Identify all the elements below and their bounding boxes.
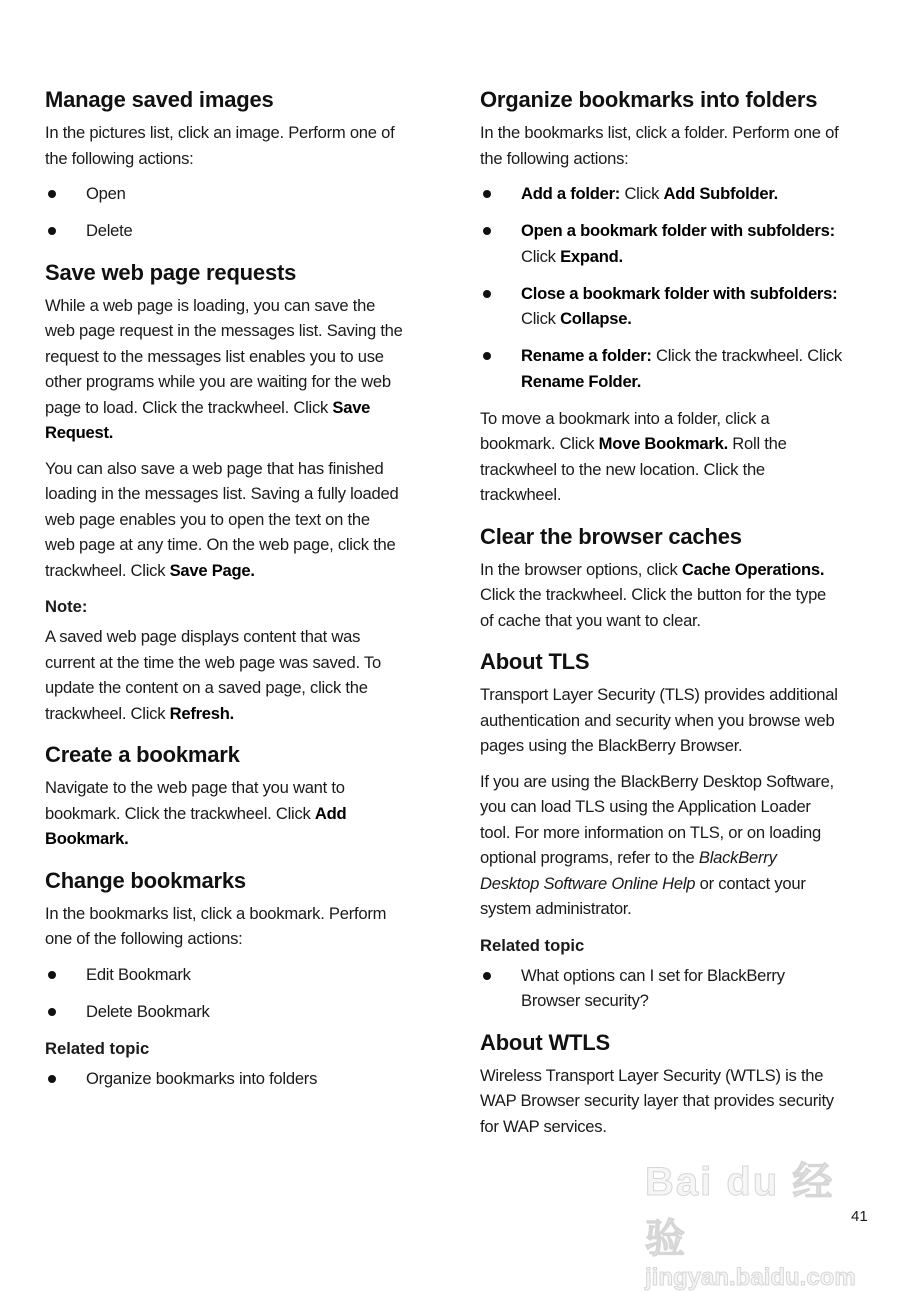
related-topic-link[interactable] bbox=[480, 963, 875, 1014]
text-line bbox=[480, 431, 875, 457]
text-line bbox=[45, 456, 445, 482]
watermark-url: jingyan.baidu.com bbox=[645, 1264, 856, 1291]
text-run: A saved web page displays content that was bbox=[45, 627, 361, 646]
text-line bbox=[480, 820, 875, 846]
text-run: In the bookmarks list, click a bookmark. Perform bbox=[45, 903, 387, 923]
ui-term: Expand. bbox=[560, 246, 623, 266]
text-line bbox=[45, 420, 445, 446]
text-line bbox=[521, 369, 875, 395]
paragraph bbox=[480, 769, 875, 922]
text-line bbox=[45, 901, 445, 927]
text-run: web page at any time. On the web page, click the bbox=[45, 535, 396, 554]
text-line bbox=[480, 1114, 875, 1140]
text-run: loading in the messages list. Saving a fully loaded bbox=[45, 484, 399, 503]
list-item bbox=[480, 281, 875, 332]
document-reference: BlackBerry bbox=[698, 848, 777, 867]
text-line bbox=[45, 558, 445, 584]
text-line bbox=[480, 608, 875, 634]
text-line bbox=[45, 650, 445, 676]
page-number: 41 bbox=[851, 1208, 868, 1225]
text-run: you can load TLS using the Application Loader bbox=[480, 797, 811, 816]
ui-term: Rename Folder. bbox=[521, 371, 642, 391]
paragraph bbox=[45, 120, 445, 171]
text-line bbox=[480, 769, 875, 795]
bullet-icon bbox=[483, 290, 491, 298]
paragraph bbox=[480, 1063, 875, 1140]
ui-term: Move Bookmark. bbox=[598, 434, 728, 453]
text-run: optional programs, refer to the bbox=[480, 848, 699, 867]
clear-browser-caches-heading: Clear the browser caches bbox=[480, 523, 742, 549]
paragraph bbox=[480, 557, 875, 634]
text-run: Click the trackwheel. Click the button for the type bbox=[480, 585, 827, 604]
text-run: Navigate to the web page that you want to bbox=[45, 778, 345, 797]
text-line bbox=[521, 181, 875, 207]
document-reference: Desktop Software Online Help bbox=[480, 873, 696, 893]
text-line bbox=[480, 871, 875, 897]
text-line bbox=[480, 482, 875, 508]
text-line bbox=[45, 624, 445, 650]
text-line bbox=[480, 896, 875, 922]
ui-term: Save bbox=[332, 397, 371, 417]
ui-term: Add a folder: bbox=[521, 184, 621, 203]
paragraph bbox=[480, 682, 875, 759]
bullet-icon bbox=[48, 190, 56, 198]
text-line bbox=[86, 962, 445, 988]
text-run: page to load. Click the trackwheel. Click bbox=[45, 397, 333, 417]
left-column bbox=[45, 85, 445, 1103]
text-line bbox=[521, 343, 875, 369]
text-run: If you are using the BlackBerry Desktop Software, bbox=[480, 771, 834, 791]
text-line bbox=[86, 181, 445, 207]
text-run: tool. For more information on TLS, or on loading bbox=[480, 822, 821, 842]
text-line bbox=[521, 963, 875, 989]
ui-term: Open a bookmark folder with subfolders: bbox=[521, 221, 835, 240]
text-line bbox=[45, 701, 445, 727]
text-line bbox=[86, 218, 445, 244]
text-line bbox=[45, 926, 445, 952]
text-run: web page request in the messages list. Saving the bbox=[45, 321, 403, 340]
create-a-bookmark-heading: Create a bookmark bbox=[45, 742, 240, 767]
text-line bbox=[45, 532, 445, 558]
bullet-icon bbox=[48, 1075, 56, 1083]
text-run: Organize bookmarks into folders bbox=[86, 1068, 318, 1088]
text-line bbox=[521, 244, 875, 270]
text-run: trackwheel. Click bbox=[45, 560, 170, 580]
save-web-page-requests-heading: Save web page requests bbox=[45, 259, 297, 285]
about-tls-heading: About TLS bbox=[480, 649, 590, 674]
text-line bbox=[45, 775, 445, 801]
text-run: web page enables you to open the text on the bbox=[45, 509, 370, 529]
text-run: Open bbox=[86, 184, 126, 203]
text-run: update the content on a saved page, click the bbox=[45, 678, 368, 697]
text-line bbox=[45, 395, 445, 421]
list-item bbox=[45, 999, 445, 1025]
list-item bbox=[480, 218, 875, 269]
text-run: What options can I set for BlackBerry bbox=[521, 965, 785, 985]
list-item bbox=[480, 181, 875, 207]
text-line bbox=[45, 481, 445, 507]
text-run: current at the time the web page was saved. To bbox=[45, 652, 381, 672]
baidu-watermark bbox=[645, 1150, 875, 1291]
list-item bbox=[45, 181, 445, 207]
text-line bbox=[45, 344, 445, 370]
text-line bbox=[86, 999, 445, 1025]
text-line bbox=[480, 406, 875, 432]
text-run: You can also save a web page that has finished bbox=[45, 458, 384, 478]
text-line bbox=[45, 120, 445, 146]
list-item bbox=[480, 343, 875, 394]
related-topic-link[interactable] bbox=[45, 1066, 445, 1092]
list-item bbox=[45, 962, 445, 988]
text-run: Roll the bbox=[727, 434, 787, 453]
paragraph bbox=[45, 624, 445, 726]
change-bookmarks-heading: Change bookmarks bbox=[45, 867, 246, 893]
text-line bbox=[45, 293, 445, 319]
text-run: or contact your bbox=[695, 873, 806, 893]
bullet-icon bbox=[483, 190, 491, 198]
text-run: request to the messages list enables you to use bbox=[45, 346, 384, 366]
text-run: the following actions: bbox=[480, 148, 629, 168]
text-line bbox=[480, 146, 875, 172]
ui-term: Close a bookmark folder with subfolders: bbox=[521, 283, 838, 303]
bullet-icon bbox=[48, 971, 56, 979]
text-run: system administrator. bbox=[480, 899, 632, 918]
text-line bbox=[480, 733, 875, 759]
text-line bbox=[521, 218, 875, 244]
ui-term: Add bbox=[314, 803, 347, 823]
text-line bbox=[45, 675, 445, 701]
text-line bbox=[45, 369, 445, 395]
ui-term: Refresh. bbox=[169, 703, 235, 723]
paragraph bbox=[480, 120, 875, 171]
text-line bbox=[45, 826, 445, 852]
ui-term: Cache Operations. bbox=[681, 559, 825, 579]
text-run: trackwheel. bbox=[480, 485, 562, 504]
text-run: one of the following actions: bbox=[45, 929, 243, 948]
text-run: of cache that you want to clear. bbox=[480, 610, 701, 630]
text-line bbox=[521, 988, 875, 1014]
text-run: To move a bookmark into a folder, click a bbox=[480, 408, 770, 428]
text-run: authentication and security when you browse web bbox=[480, 710, 835, 730]
related-topic-label: Related topic bbox=[480, 935, 585, 955]
text-run: In the browser options, click bbox=[480, 559, 682, 579]
ui-term: Request. bbox=[45, 423, 114, 442]
note-label: Note: bbox=[45, 597, 88, 616]
text-line bbox=[521, 281, 875, 307]
bullet-icon bbox=[483, 972, 491, 980]
text-run: Browser security? bbox=[521, 991, 649, 1010]
text-run: Click bbox=[521, 309, 561, 328]
ui-term: Add Subfolder. bbox=[663, 184, 778, 203]
paragraph bbox=[45, 293, 445, 446]
text-run: pages using the BlackBerry Browser. bbox=[480, 736, 743, 755]
text-run: trackwheel. Click bbox=[45, 703, 170, 723]
text-line bbox=[521, 306, 875, 332]
text-line bbox=[480, 120, 875, 146]
text-line bbox=[480, 794, 875, 820]
text-run: Delete Bookmark bbox=[86, 1001, 210, 1021]
text-line bbox=[45, 146, 445, 172]
text-run: bookmark. Click the trackwheel. Click bbox=[45, 803, 315, 823]
paragraph bbox=[45, 456, 445, 584]
list-item bbox=[45, 218, 445, 244]
text-run: Click the trackwheel. Click bbox=[651, 346, 842, 365]
text-run: WAP Browser security layer that provides security bbox=[480, 1091, 834, 1110]
text-run: trackwheel to the new location. Click the bbox=[480, 459, 765, 479]
text-run: In the bookmarks list, click a folder. Perform one of bbox=[480, 123, 839, 142]
bullet-icon bbox=[483, 352, 491, 360]
text-line bbox=[480, 1088, 875, 1114]
text-run: While a web page is loading, you can save the bbox=[45, 295, 376, 315]
text-line bbox=[45, 801, 445, 827]
text-run: Wireless Transport Layer Security (WTLS) is the bbox=[480, 1065, 824, 1085]
text-run: Click bbox=[620, 184, 664, 203]
text-line bbox=[480, 682, 875, 708]
text-line bbox=[480, 582, 875, 608]
manage-saved-images-heading: Manage saved images bbox=[45, 87, 274, 112]
text-run: Delete bbox=[86, 221, 133, 240]
text-line bbox=[480, 1063, 875, 1089]
text-line bbox=[480, 557, 875, 583]
text-run: bookmark. Click bbox=[480, 434, 599, 453]
bullet-icon bbox=[48, 1008, 56, 1016]
ui-term: Save Page. bbox=[169, 560, 255, 580]
watermark-logo: Bai du 经验 bbox=[645, 1160, 835, 1261]
related-topic-label: Related topic bbox=[45, 1038, 150, 1058]
text-run: other programs while you are waiting for the web bbox=[45, 372, 391, 391]
text-run: Click bbox=[521, 246, 561, 266]
text-line bbox=[480, 708, 875, 734]
text-run: In the pictures list, click an image. Perform one of bbox=[45, 123, 395, 142]
ui-term: Bookmark. bbox=[45, 829, 129, 848]
right-column bbox=[480, 85, 875, 1149]
text-run: Transport Layer Security (TLS) provides additional bbox=[480, 685, 838, 704]
paragraph bbox=[480, 406, 875, 508]
text-line bbox=[480, 845, 875, 871]
bullet-icon bbox=[483, 227, 491, 235]
text-run: Edit Bookmark bbox=[86, 964, 191, 984]
text-line bbox=[480, 457, 875, 483]
ui-term: Collapse. bbox=[560, 309, 632, 328]
paragraph bbox=[45, 775, 445, 852]
text-line bbox=[45, 318, 445, 344]
text-line bbox=[86, 1066, 445, 1092]
text-run: the following actions: bbox=[45, 148, 194, 168]
text-run: for WAP services. bbox=[480, 1116, 607, 1136]
text-line bbox=[45, 507, 445, 533]
organize-bookmarks-heading: Organize bookmarks into folders bbox=[480, 87, 818, 112]
bullet-icon bbox=[48, 227, 56, 235]
about-wtls-heading: About WTLS bbox=[480, 1029, 610, 1055]
paragraph bbox=[45, 901, 445, 952]
ui-term: Rename a folder: bbox=[521, 346, 652, 365]
